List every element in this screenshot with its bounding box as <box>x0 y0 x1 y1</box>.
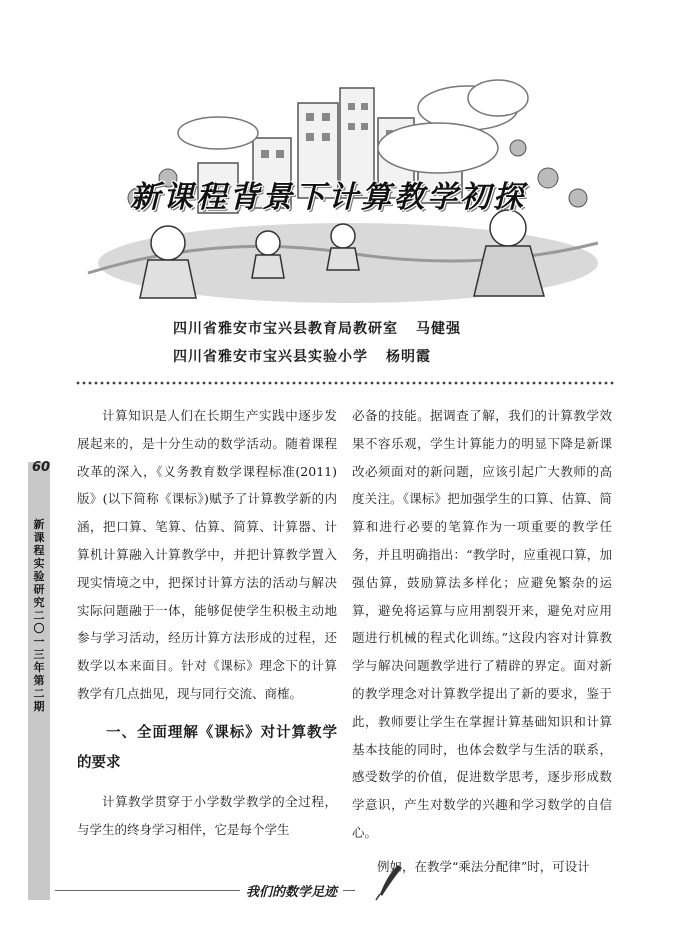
footer-label: 我们的数学足迹 <box>240 881 343 900</box>
body-paragraph: 例如，在教学“乘法分配律”时，可设计 <box>377 858 590 874</box>
article-title: 新课程背景下计算教学初探 <box>130 180 526 215</box>
body-paragraph: 必备的技能。据调查了解，我们的计算教学效果不容乐观，学生计算能力的明显下降是新课改必须面对的新问题，应该引起广大教师的高度关注。《课标》把加强学生的口算、估算、简算和进行必要的笔算作为一项重要的教学任务，并且明确指出：“教学时，应重视口算，加强估算，鼓励算法多样化；应避免繁杂的运算，避免将运算与应用割裂开来，避免对应用题进行机械的程式化训练。”这段内容对计算教学与解决问题教学进行了精辟的界定。面对新的教学理念对计算教学提出了新的要求，鉴于此，教师要让学生在掌握计算基础知识和计算基本技能的同时，也体会数学与生活的联系，感受数学的价值，促进数学思考，逐步形成数学意识，产生对数学的兴趣和学习数学的自信心。 <box>352 408 612 840</box>
dotted-divider <box>75 380 615 386</box>
body-paragraph: 计算知识是人们在长期生产实践中逐步发展起来的，是十分生动的数学活动。随着课程改革的深入，《义务教育数学课程标准(2011)版》(以下简称《课标》)赋予了计算教学新的内涵，把口算、笔算、估算、简算、计算器、计算机计算融入计算教学中，并把计算教学置入现实情境之中，把探讨计算方法的活动与解决实际问题融于一体，能够促使学生积极主动地参与学习活动，经历计算方法形成的过程，还数学以本来面目。针对《课标》理念下的计算教学有几点拙见，现与同行交流、商榷。 <box>77 408 337 701</box>
body-paragraph: 计算教学贯穿于小学数学教学的全过程，与学生的终身学习相伴，它是每个学生 <box>77 793 337 837</box>
author-affiliation: 四川省雅安市宝兴县教育局教研室 <box>173 321 398 337</box>
section-heading: 一、全面理解《课标》对计算教学的要求 <box>77 724 337 771</box>
author-line-2 <box>173 346 431 366</box>
left-column <box>77 402 337 843</box>
journal-name-vertical: 新课程实验研究 二〇一三年 第二期 <box>33 518 45 713</box>
feather-pen-icon <box>368 862 408 902</box>
author-affiliation: 四川省雅安市宝兴县实验小学 <box>173 349 368 365</box>
author-name: 杨明霞 <box>386 349 431 365</box>
page-number: 60 <box>32 460 51 475</box>
author-line-1 <box>173 318 461 338</box>
author-name: 马健强 <box>416 321 461 337</box>
right-column <box>352 402 612 881</box>
